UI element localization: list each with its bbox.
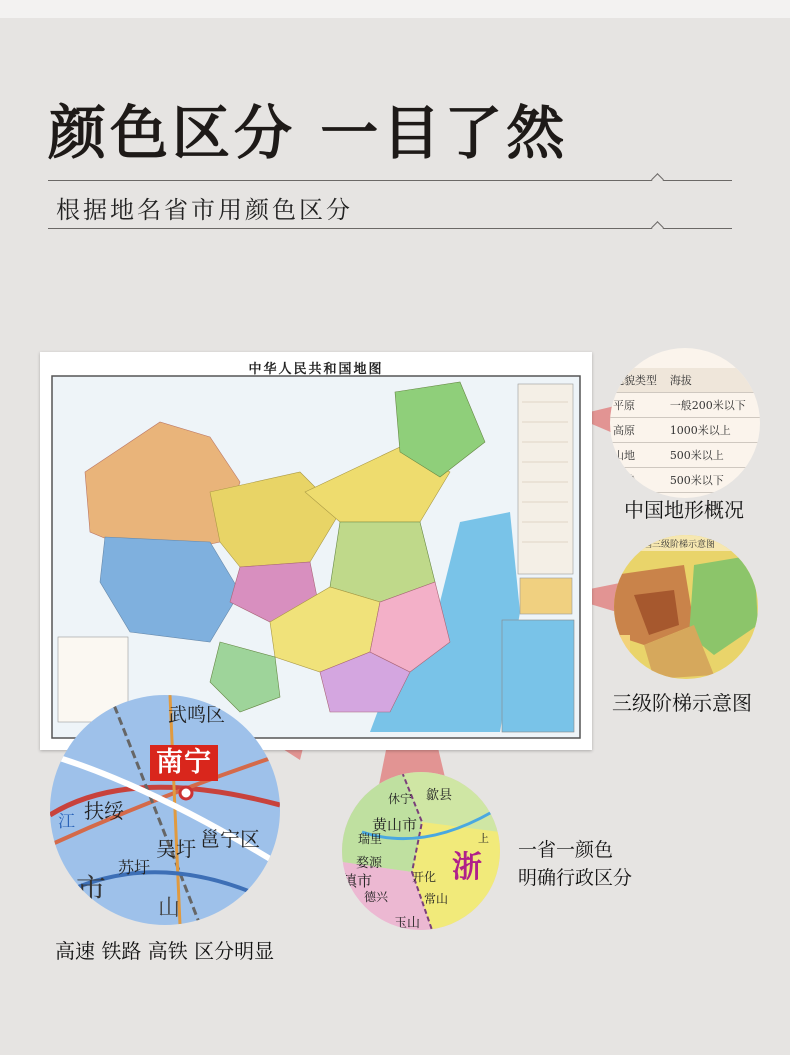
place-shi: 市 xyxy=(76,873,106,908)
steps-inset-title: 我国三级阶梯示意图 xyxy=(634,540,716,550)
terrain-header-altitude: 海拔 xyxy=(667,368,760,393)
terrain-type: 平原 xyxy=(610,393,667,418)
place-wuxu: 吴圩 xyxy=(156,837,196,861)
terrain-table xyxy=(610,368,760,498)
place-huangshan: 黄山市 xyxy=(372,816,418,834)
city-tag-nanning: 南宁 xyxy=(150,745,218,781)
place-zhenshi: 镇市 xyxy=(342,872,373,890)
terrain-relief xyxy=(614,535,758,679)
place-xiuning: 休宁 xyxy=(388,792,413,806)
place-dexing: 德兴 xyxy=(364,890,389,904)
place-yongning: 邕宁区 xyxy=(200,827,260,851)
terrain-altitude: 500米以下 xyxy=(667,468,760,493)
terrain-type: 山地 xyxy=(610,443,667,468)
terrain-caption: 中国地形概况 xyxy=(624,498,744,522)
place-jiang: 江 xyxy=(58,812,75,832)
place-yushan: 玉山 xyxy=(394,916,421,930)
place-suxu: 苏圩 xyxy=(118,858,151,877)
china-map xyxy=(40,352,592,750)
place-changshan: 常山 xyxy=(424,892,449,906)
subtitle: 根据地名省市用颜色区分 xyxy=(56,196,353,224)
map-title: 中华人民共和国地图 xyxy=(248,362,384,377)
place-wuyuan: 婺源 xyxy=(356,856,383,871)
three-steps-callout xyxy=(614,535,758,679)
place-kaihua: 开化 xyxy=(412,870,437,884)
zhejiang-zoom-callout xyxy=(342,772,500,930)
terrain-altitude: 一般200米以下 xyxy=(667,393,760,418)
terrain-type: 丘陵 xyxy=(610,468,667,493)
zhejiang-caption-line1: 一省一颜色 xyxy=(518,839,614,861)
map-graphic xyxy=(40,352,592,750)
nanning-zoom-callout xyxy=(50,695,280,925)
province-label-zhejiang: 浙 xyxy=(452,850,482,885)
terrain-altitude: 1000米以上 xyxy=(667,418,760,443)
zhejiang-caption-line2: 明确行政区分 xyxy=(518,867,633,889)
terrain-header-type: 地貌类型 xyxy=(610,368,667,393)
place-wuming: 武鸣区 xyxy=(168,704,226,726)
nanning-caption: 高速 铁路 高铁 区分明显 xyxy=(55,939,275,963)
terrain-type: 高原 xyxy=(610,418,667,443)
place-ruili: 瑞里 xyxy=(358,832,383,846)
steps-caption: 三级阶梯示意图 xyxy=(612,691,752,715)
terrain-table-callout xyxy=(610,348,760,498)
place-shan: 山 xyxy=(158,896,181,921)
headline: 颜色区分 一目了然 xyxy=(48,99,569,167)
place-fusui: 扶绥 xyxy=(84,799,124,823)
terrain-altitude: 500米以上 xyxy=(667,443,760,468)
place-shexian: 歙县 xyxy=(426,788,453,803)
place-shang: 上 xyxy=(478,832,489,845)
